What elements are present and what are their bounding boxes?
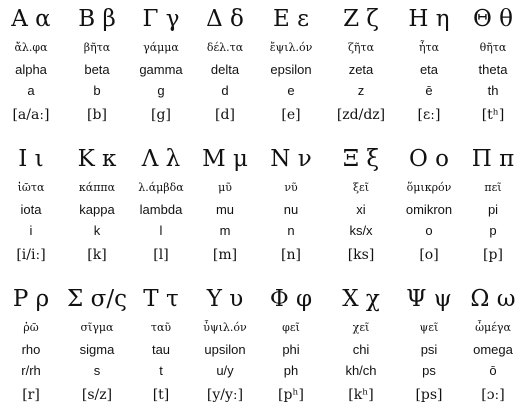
letter-name: alpha [15,62,47,77]
letter-name: kappa [79,202,115,217]
letter-glyphs: Κ κ [77,146,117,172]
transliteration: kh/ch [345,363,377,378]
letter-cell-alpha [0,4,62,138]
transliteration: r/rh [21,363,41,378]
native-name: πεῖ [484,181,502,194]
transliteration: z [357,83,365,98]
transliteration: d [221,83,229,98]
letter-cell-sigma [66,284,128,418]
letter-glyphs: Φ φ [269,286,313,312]
letter-cell-chi [330,284,392,418]
letter-name: omega [473,342,513,357]
letter-cell-beta [66,4,128,138]
letter-cell-delta [194,4,256,138]
ipa-pronunciation: [d] [215,107,235,123]
ipa-pronunciation: [ɛː] [417,107,441,123]
native-name: ῥῶ [23,321,39,334]
transliteration: b [93,83,101,98]
transliteration: o [425,223,433,238]
letter-cell-rho [0,284,62,418]
native-name: ὖψιλ.όν [203,321,247,334]
native-name: κάππα [78,181,116,194]
ipa-pronunciation: [tʰ] [481,107,505,123]
letter-glyphs: Γ γ [142,6,180,32]
transliteration: e [287,83,295,98]
transliteration: ē [425,83,433,98]
transliteration: l [159,223,163,238]
native-name: ἰῶτα [17,181,45,194]
letter-cell-tau [130,284,192,418]
letter-cell-gamma [130,4,192,138]
ipa-pronunciation: [g] [151,107,171,123]
ipa-pronunciation: [e] [281,107,301,123]
letter-name: rho [21,342,41,357]
letter-name: iota [20,202,42,217]
ipa-pronunciation: [n] [281,247,301,263]
native-name: νῦ [284,181,298,194]
ipa-pronunciation: [a/aː] [12,107,50,123]
letter-cell-zeta [330,4,392,138]
letter-glyphs: Τ τ [143,286,179,312]
letter-glyphs: Β β [78,6,116,32]
letter-glyphs: Α α [11,6,51,32]
letter-name: upsilon [204,342,246,357]
ipa-pronunciation: [i/iː] [16,247,46,263]
transliteration: ō [489,363,497,378]
native-name: ἦτα [418,41,440,54]
transliteration: ph [283,363,299,378]
letter-glyphs: Ε ε [272,6,310,32]
native-name: δέλ.τα [206,41,244,54]
letter-glyphs: Ρ ρ [12,286,50,312]
letter-name: omikron [405,202,453,217]
ipa-pronunciation: [k] [87,247,107,263]
letter-glyphs: Θ θ [472,6,513,32]
native-name: βῆτα [83,41,111,54]
ipa-pronunciation: [pʰ] [278,387,304,403]
letter-name: eta [419,62,439,77]
letter-glyphs: Υ υ [206,286,244,312]
ipa-pronunciation: [ps] [415,387,443,403]
native-name: ψεῖ [419,321,439,334]
letter-cell-epsilon [260,4,322,138]
letter-cell-iota [0,144,62,278]
transliteration: p [489,223,497,238]
letter-name: sigma [79,342,115,357]
transliteration: n [287,223,295,238]
ipa-pronunciation: [y/yː] [206,387,244,403]
transliteration: ps [422,363,436,378]
letter-name: mu [215,202,235,217]
letter-glyphs: Ω ω [470,286,516,312]
letter-cell-mu [194,144,256,278]
ipa-pronunciation: [s/z] [81,387,113,403]
native-name: θῆτα [479,41,507,54]
letter-cell-psi [398,284,460,418]
letter-glyphs: Χ χ [342,286,380,312]
ipa-pronunciation: [kʰ] [348,387,374,403]
transliteration: u/y [216,363,234,378]
native-name: γάμμα [143,41,179,54]
letter-cell-phi [260,284,322,418]
letter-name: nu [283,202,299,217]
transliteration: s [93,363,101,378]
ipa-pronunciation: [b] [87,107,107,123]
letter-name: zeta [348,62,374,77]
letter-name: epsilon [270,62,312,77]
letter-cell-lambda [130,144,192,278]
letter-glyphs: Ο ο [408,146,449,172]
letter-glyphs: Ξ ξ [342,146,380,172]
native-name: λ.άμβδα [138,181,184,194]
ipa-pronunciation: [p] [483,247,503,263]
letter-cell-eta [398,4,460,138]
transliteration: a [27,83,35,98]
letter-glyphs: Δ δ [206,6,244,32]
native-name: φεῖ [282,321,300,334]
letter-name: chi [352,342,370,357]
letter-name: delta [210,62,240,77]
letter-cell-nu [260,144,322,278]
native-name: ἄλ.φα [14,41,48,54]
ipa-pronunciation: [r] [22,387,40,403]
ipa-pronunciation: [t] [152,387,170,403]
letter-name: xi [356,202,366,217]
letter-name: lambda [139,202,183,217]
letter-cell-theta [462,4,524,138]
letter-glyphs: Ν ν [270,146,312,172]
ipa-pronunciation: [ks] [347,247,375,263]
ipa-pronunciation: [zd/dz] [336,107,386,123]
letter-name: gamma [139,62,183,77]
letter-glyphs: Ι ι [18,146,44,172]
ipa-pronunciation: [ɔː] [481,387,505,403]
native-name: ταῦ [150,321,172,334]
native-name: ἔψιλ.όν [269,41,313,54]
letter-cell-omikron [398,144,460,278]
letter-name: theta [478,62,508,77]
transliteration: g [157,83,165,98]
letter-glyphs: Μ μ [202,146,248,172]
ipa-pronunciation: [l] [153,247,169,263]
letter-cell-omega [462,284,524,418]
letter-name: tau [151,342,171,357]
letter-name: beta [84,62,110,77]
transliteration: i [29,223,33,238]
native-name: μῦ [218,181,232,194]
letter-name: phi [282,342,300,357]
native-name: ὦμέγα [475,321,511,334]
native-name: ζῆτα [347,41,375,54]
transliteration: k [93,223,101,238]
letter-cell-xi [330,144,392,278]
letter-cell-kappa [66,144,128,278]
letter-glyphs: Η η [408,6,450,32]
letter-name: psi [420,342,438,357]
transliteration: th [487,83,499,98]
native-name: χεῖ [352,321,370,334]
transliteration: m [219,223,231,238]
native-name: σῖγμα [80,321,114,334]
letter-cell-upsilon [194,284,256,418]
letter-glyphs: Ψ ψ [406,286,452,312]
native-name: ξεῖ [352,181,370,194]
letter-glyphs: Λ λ [141,146,181,172]
letter-glyphs: Σ σ/ς [67,286,127,312]
transliteration: t [159,363,163,378]
ipa-pronunciation: [o] [419,247,439,263]
ipa-pronunciation: [m] [212,247,238,263]
native-name: ὅμικρόν [406,181,452,194]
letter-cell-pi [462,144,524,278]
letter-name: pi [487,202,499,217]
letter-glyphs: Π π [471,146,515,172]
letter-glyphs: Ζ ζ [343,6,379,32]
transliteration: ks/x [349,223,373,238]
